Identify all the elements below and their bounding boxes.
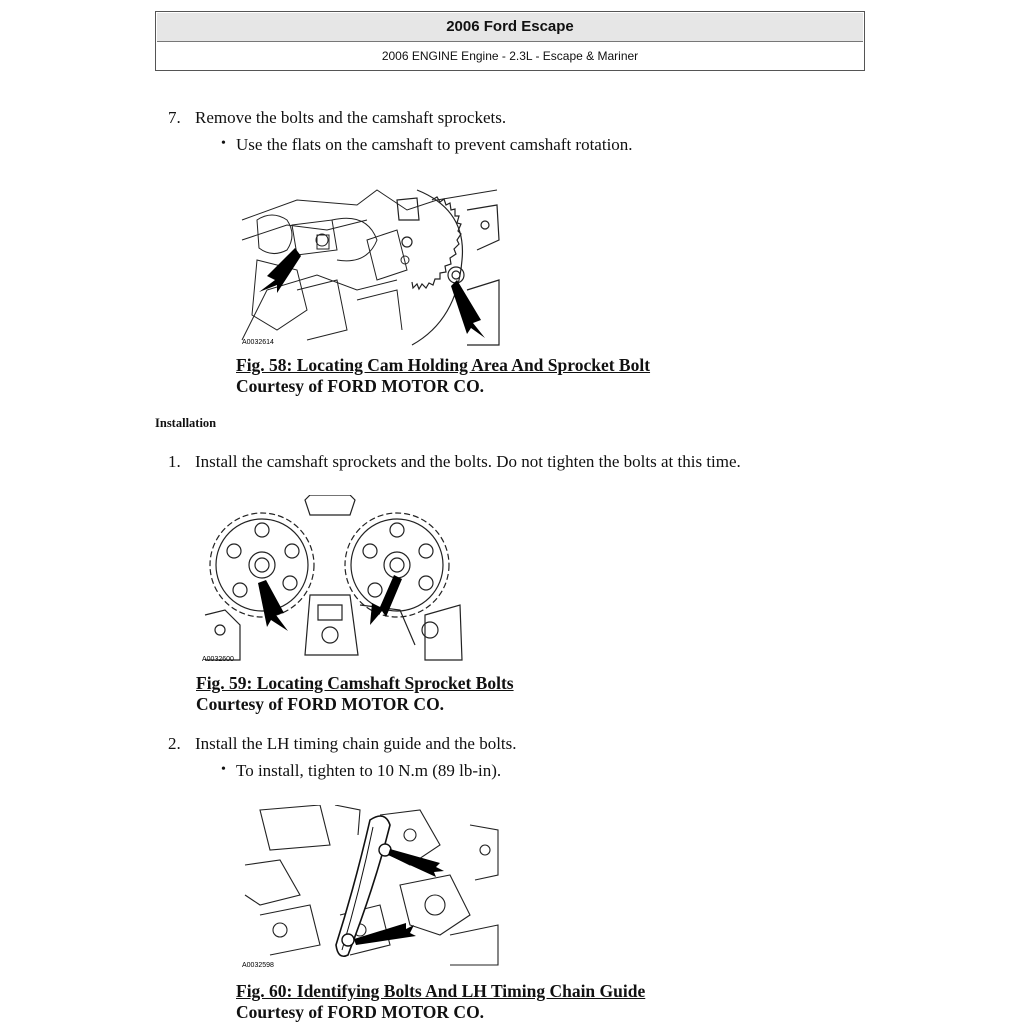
step-text: Remove the bolts and the camshaft sprockets. <box>195 108 507 127</box>
step-text: Install the LH timing chain guide and the bolts. <box>195 734 517 753</box>
document-header <box>155 11 865 71</box>
figure-59-illustration <box>200 495 465 665</box>
section-heading: Installation <box>155 416 217 430</box>
figure-caption <box>236 981 645 1023</box>
figure-id: A0032600 <box>202 656 234 663</box>
step-number: 7. <box>168 108 181 127</box>
step-number: 1. <box>168 452 181 471</box>
figure-60-illustration <box>240 805 500 970</box>
figure-caption <box>236 355 650 397</box>
step-bullet: • To install, tighten to 10 N.m (89 lb-in). <box>236 761 501 781</box>
step-number: 2. <box>168 734 181 753</box>
figure-id: A0032598 <box>242 962 274 969</box>
figure-title: Fig. 58: Locating Cam Holding Area And Sprocket Bolt <box>236 355 651 375</box>
step-text: Install the camshaft sprockets and the bolts. Do not tighten the bolts at this time. <box>195 452 741 471</box>
document-title: 2006 Ford Escape <box>157 13 863 42</box>
figure-credit: Courtesy of FORD MOTOR CO. <box>196 694 445 714</box>
figure-title: Fig. 60: Identifying Bolts And LH Timing Chain Guide <box>236 981 646 1001</box>
figure-credit: Courtesy of FORD MOTOR CO. <box>236 376 485 396</box>
document-subtitle: 2006 ENGINE Engine - 2.3L - Escape & Mariner <box>381 49 639 63</box>
figure-caption <box>196 673 514 715</box>
step-bullet: • Use the flats on the camshaft to prevent camshaft rotation. <box>236 135 633 155</box>
figure-credit: Courtesy of FORD MOTOR CO. <box>236 1002 485 1022</box>
figure-title: Fig. 59: Locating Camshaft Sprocket Bolts <box>196 673 514 693</box>
figure-id: A0032614 <box>242 339 274 346</box>
figure-58-illustration <box>237 180 502 350</box>
